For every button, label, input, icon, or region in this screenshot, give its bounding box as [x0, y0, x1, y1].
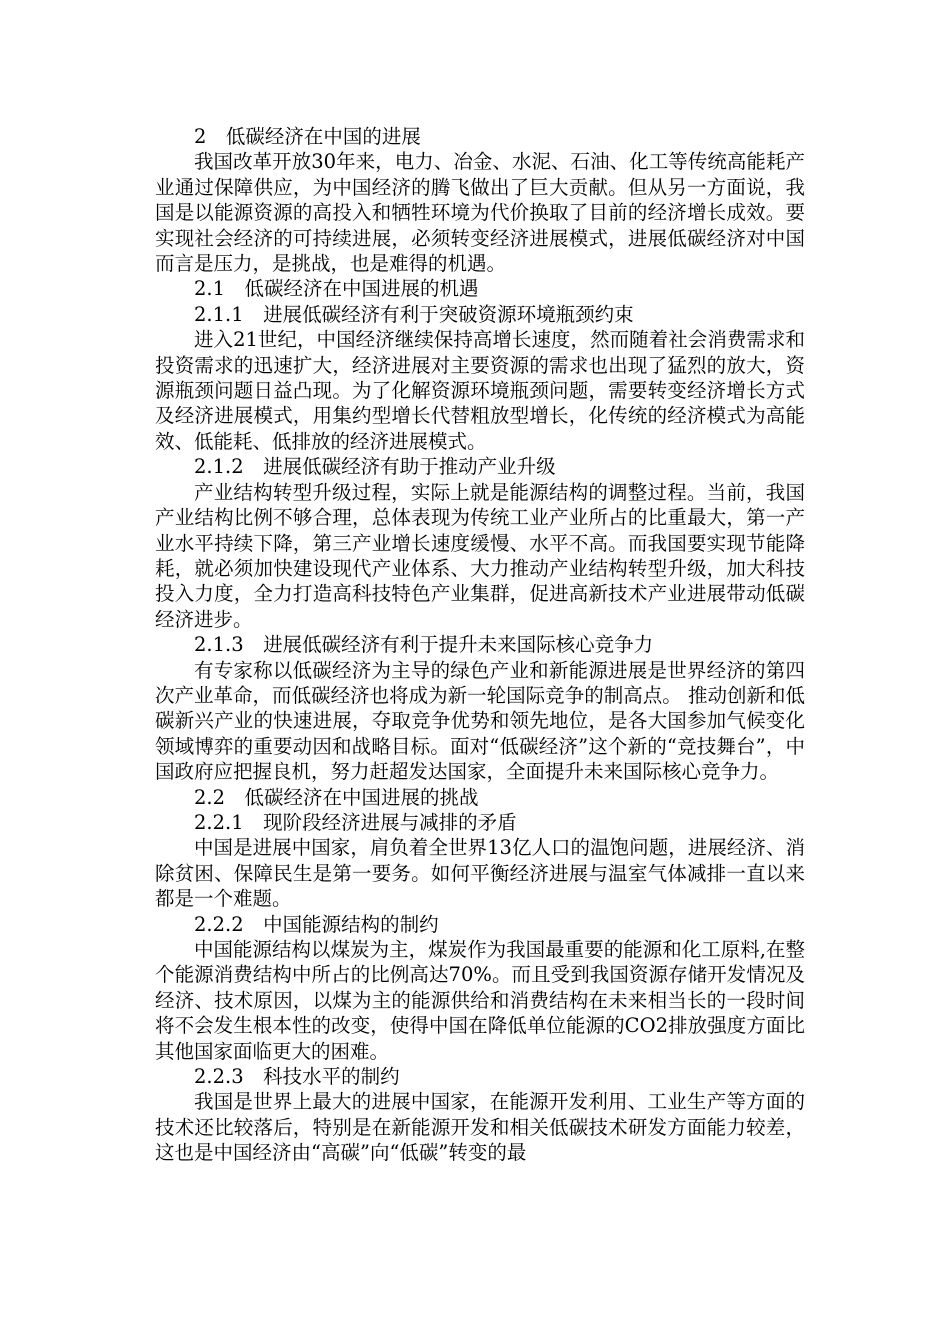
section-heading-2-2-3: 2.2.3 科技水平的制约 — [194, 1065, 400, 1089]
paragraph-2-2-2: 中国能源结构以煤炭为主，煤炭作为我国最重要的能源和化工原料,在整个能源消费结构中所占的比例高达70%。而且受到我国资源存储开发情况及经济、技术原因，以煤为主的能源供给和消费结构在未来相当长的一段时间将不会发生根本性的改变，使得中国在降低单位能源的CO2排放强度方面比其他国家面临更大的困难。 — [155, 938, 805, 1063]
section-heading-2-1-2: 2.1.2 进展低碳经济有助于推动产业升级 — [194, 455, 556, 479]
paragraph-2-1-2: 产业结构转型升级过程，实际上就是能源结构的调整过程。当前，我国产业结构比例不够合理，总体表现为传统工业产业所占的比重最大，第一产业水平持续下降，第三产业增长速度缓慢、水平不高。而我国要实现节能降耗，就必须加快建设现代产业体系、大力推动产业结构转型升级，加大科技投入力度，全力打造高科技特色产业集群，促进高新技术产业进展带动低碳经济进步。 — [155, 480, 805, 631]
section-heading-2-1: 2.1 低碳经济在中国进展的机遇 — [194, 277, 479, 301]
section-heading-2-1-3: 2.1.3 进展低碳经济有利于提升未来国际核心竞争力 — [194, 633, 654, 657]
paragraph-2-2-1: 中国是进展中国家，肩负着全世界13亿人口的温饱问题，进展经济、消除贫困、保障民生是第一要务。如何平衡经济进展与温室气体减排一直以来都是一个难题。 — [155, 836, 805, 911]
section-heading-2-2-1: 2.2.1 现阶段经济进展与减排的矛盾 — [194, 810, 517, 834]
paragraph-2-2-3: 我国是世界上最大的进展中国家，在能源开发利用、工业生产等方面的技术还比较落后，特别是在新能源开发和相关低碳技术研发方面能力较差，这也是中国经济由“高碳”向“低碳”转变的最 — [155, 1090, 805, 1165]
paragraph-2-1-3: 有专家称以低碳经济为主导的绿色产业和新能源进展是世界经济的第四次产业革命，而低碳经济也将成为新一轮国际竞争的制高点。 推动创新和低碳新兴产业的快速进展，夺取竞争优势和领先地位，是各大国参加气候变化领域博弈的重要动因和战略目标。面对“低碳经济”这个新的“竞技舞台”，中国政府应把握良机，努力赶超发达国家，全面提升未来国际核心竞争力。 — [155, 658, 805, 784]
section-heading-2-2-2: 2.2.2 中国能源结构的制约 — [194, 912, 439, 936]
document-body — [155, 124, 805, 1166]
section-heading-2-2: 2.2 低碳经济在中国进展的挑战 — [194, 785, 479, 809]
paragraph-2-1-1: 进入21世纪，中国经济继续保持高增长速度，然而随着社会消费需求和投资需求的迅速扩大，经济进展对主要资源的需求也出现了猛烈的放大，资源瓶颈问题日益凸现。为了化解资源环境瓶颈问题，需要转变经济增长方式及经济进展模式，用集约型增长代替粗放型增长，化传统的经济模式为高能效、低能耗、低排放的经济进展模式。 — [155, 328, 805, 453]
section-heading-2: 2 低碳经济在中国的进展 — [194, 125, 421, 148]
paragraph-intro: 我国改革开放30年来，电力、冶金、水泥、石油、化工等传统高能耗产业通过保障供应，为中国经济的腾飞做出了巨大贡献。但从另一方面说，我国是以能源资源的高投入和牺牲环境为代价换取了目前的经济增长成效。要实现社会经济的可持续进展，必须转变经济进展模式，进展低碳经济对中国而言是压力，是挑战，也是难得的机遇。 — [155, 150, 805, 276]
section-heading-2-1-1: 2.1.1 进展低碳经济有利于突破资源环境瓶颈约束 — [194, 302, 634, 326]
